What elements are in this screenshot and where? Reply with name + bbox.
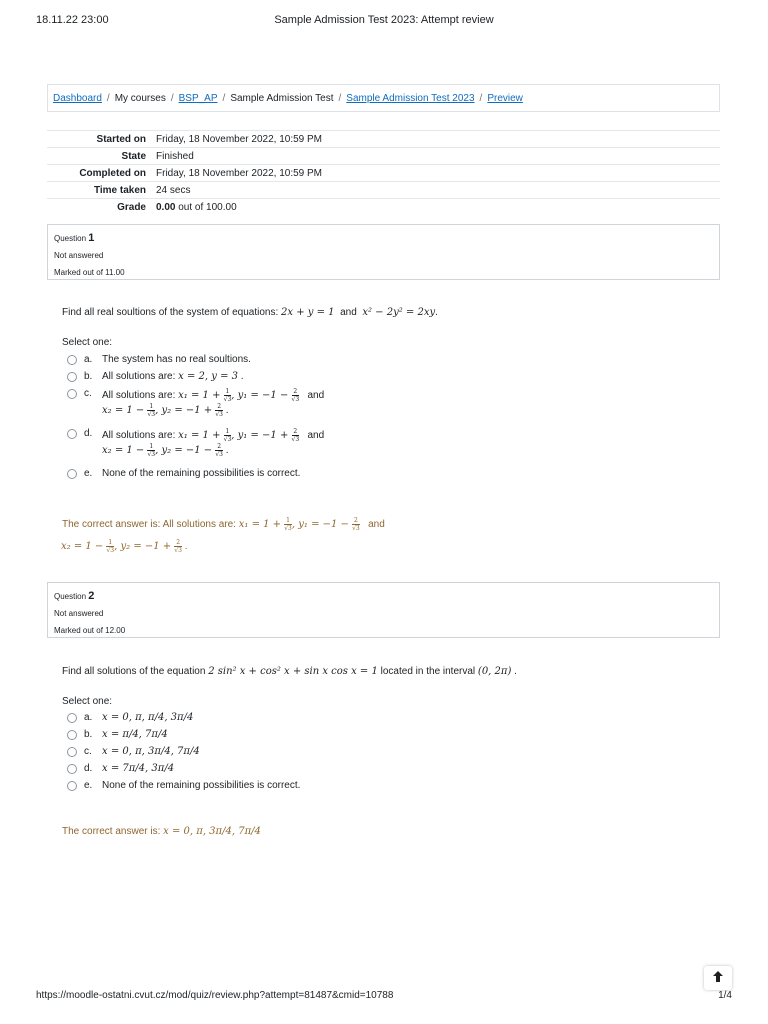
answer-text: All solutions are: x₁ = 1 + $\frac{1}{√3}$ , y₁ = −1 + $\frac{2}{√3}$ and x₂ = 1 − $\frac{1}{√3}$ , y₂ = −1 − $\frac{2}{√3}$ . [102, 428, 325, 458]
question-text-prefix: Find all real soultions of the system of equations: [62, 307, 282, 318]
radio-button[interactable] [67, 429, 77, 439]
and-text: and [307, 390, 325, 401]
question-2-text: Find all solutions of the equation 2 sin² x + cos² x + sin x cos x = 1 located in the interval (0, 2π) . [62, 666, 517, 677]
radio-button[interactable] [67, 372, 77, 382]
question-label: Question [54, 234, 87, 243]
answer-option-a[interactable] [67, 354, 324, 371]
answer-option-b[interactable] [67, 371, 324, 388]
answer-option-e[interactable] [67, 780, 300, 797]
question-state: Not answered [54, 251, 104, 260]
question-text-prefix: Find all solutions of the equation [62, 666, 209, 677]
question-1-text: Find all real soultions of the system of equations: 2x + y = 1 and x² − 2y² = 2xy. [62, 307, 438, 318]
question-state: Not answered [54, 609, 104, 618]
radio-button[interactable] [67, 469, 77, 479]
attempt-summary-table [47, 130, 720, 215]
summary-label: Grade [47, 199, 151, 216]
summary-value [151, 199, 720, 216]
radio-button[interactable] [67, 355, 77, 365]
equation-2: x² − 2y² = 2xy [362, 307, 436, 318]
answer-text-prefix: All solutions are: [102, 390, 179, 401]
summary-label: State [47, 148, 151, 165]
radio-button[interactable] [67, 781, 77, 791]
breadcrumb-dashboard[interactable]: Dashboard [53, 93, 102, 104]
answer-letter: b. [84, 371, 93, 382]
answer-math: x = 7π/4, 3π/4 [102, 763, 175, 774]
summary-value: Friday, 18 November 2022, 10:59 PM [151, 131, 720, 148]
summary-value: Finished [151, 148, 720, 165]
summary-row [47, 182, 720, 199]
answer-math: x = 0, π, 3π/4, 7π/4 [102, 746, 200, 757]
correct-math-line2: x₂ = 1 − $\frac{1}{√3}$ , y₂ = −1 + $\frac{2}{√3}$ [61, 539, 182, 554]
select-one-label: Select one: [62, 337, 113, 348]
answer-letter: e. [84, 468, 93, 479]
summary-row [47, 199, 720, 216]
question-marks: Marked out of 11.00 [54, 268, 125, 277]
answer-option-e[interactable] [67, 468, 324, 485]
question-2-answers [67, 712, 300, 797]
answer-text: The system has no real soultions. [102, 354, 251, 365]
question-2-correct-answer [62, 826, 261, 837]
print-footer [36, 990, 732, 1004]
equation-1: 2x + y = 1 [281, 307, 335, 318]
page-url: https://moodle-ostatni.cvut.cz/mod/quiz/review.php?attempt=81487&cmid=10788 [36, 990, 394, 1001]
equation: 2 sin² x + cos² x + sin x cos x = 1 [208, 666, 378, 677]
summary-label: Time taken [47, 182, 151, 199]
question-marks: Marked out of 12.00 [54, 626, 126, 635]
print-header [36, 14, 732, 30]
answer-option-c[interactable] [67, 388, 324, 428]
print-title: Sample Admission Test 2023: Attempt review [274, 14, 494, 26]
answer-option-c[interactable] [67, 746, 300, 763]
correct-answer-prefix: The correct answer is: All solutions are: [62, 519, 239, 530]
answer-math: x = π/4, 7π/4 [102, 729, 168, 740]
radio-button[interactable] [67, 713, 77, 723]
answer-option-a[interactable] [67, 712, 300, 729]
breadcrumb-course[interactable]: BSP_AP [178, 93, 218, 104]
answer-math-line2: x₂ = 1 − $\frac{1}{√3}$ , y₂ = −1 − $\frac{2}{√3}$ [102, 443, 223, 458]
answer-letter: d. [84, 763, 93, 774]
question-number: 2 [88, 590, 95, 602]
answer-text: All solutions are: x = 2, y = 3 . [102, 371, 244, 382]
select-one-label: Select one: [62, 696, 113, 707]
summary-row [47, 165, 720, 182]
breadcrumb-section: Sample Admission Test [230, 93, 334, 104]
summary-row [47, 131, 720, 148]
arrow-up-icon [713, 971, 723, 985]
answer-text-prefix: All solutions are: [102, 430, 179, 441]
breadcrumb-quiz[interactable]: Sample Admission Test 2023 [346, 93, 475, 104]
answer-math-line1: x₁ = 1 + $\frac{1}{√3}$ , y₁ = −1 − $\frac{2}{√3}$ [178, 388, 300, 403]
radio-button[interactable] [67, 747, 77, 757]
breadcrumb-my-courses: My courses [114, 93, 166, 104]
answer-letter: a. [84, 354, 93, 365]
print-date: 18.11.22 23:00 [36, 14, 109, 26]
breadcrumb-preview[interactable]: Preview [487, 93, 523, 104]
answer-letter: b. [84, 729, 93, 740]
question-1-correct-answer: The correct answer is: All solutions are: x₁ = 1 + $\frac{1}{√3}$ , y₁ = −1 − $\frac{2}{√3}$ and x₂ = 1 − $\frac{1}{√3}$ , y₂ = −1 + $\frac{2}{√3}$ . [61, 517, 385, 554]
summary-row [47, 148, 720, 165]
answer-text: None of the remaining possibilities is correct. [102, 780, 301, 791]
answer-option-b[interactable] [67, 729, 300, 746]
question-2-info [47, 582, 720, 638]
answer-option-d[interactable] [67, 763, 300, 780]
correct-math-line1: x₁ = 1 + $\frac{1}{√3}$ , y₁ = −1 − $\frac{2}{√3}$ [238, 517, 360, 532]
and-text: and [340, 307, 357, 318]
question-text-mid: located in the interval [377, 666, 478, 677]
back-to-top-button[interactable] [704, 966, 732, 990]
answer-letter: d. [84, 428, 93, 439]
grade-out-of: out of 100.00 [175, 201, 237, 213]
answer-math-line2: x₂ = 1 − $\frac{1}{√3}$ , y₂ = −1 + $\frac{2}{√3}$ [102, 403, 223, 418]
page-number: 1/4 [718, 990, 732, 1001]
answer-letter: c. [84, 746, 92, 757]
answer-math: x = 0, π, π/4, 3π/4 [102, 712, 194, 723]
correct-math: x = 0, π, 3π/4, 7π/4 [163, 826, 261, 837]
answer-letter: c. [84, 388, 92, 399]
answer-text: None of the remaining possibilities is correct. [102, 468, 301, 479]
answer-math-line1: x₁ = 1 + $\frac{1}{√3}$ , y₁ = −1 + $\frac{2}{√3}$ [178, 428, 300, 443]
summary-value: Friday, 18 November 2022, 10:59 PM [151, 165, 720, 182]
radio-button[interactable] [67, 389, 77, 399]
question-1-answers [67, 354, 324, 485]
correct-answer-prefix: The correct answer is: [62, 826, 164, 837]
answer-letter: a. [84, 712, 93, 723]
radio-button[interactable] [67, 730, 77, 740]
summary-label: Completed on [47, 165, 151, 182]
answer-option-d[interactable] [67, 428, 324, 468]
answer-text: All solutions are: x₁ = 1 + $\frac{1}{√3}$ , y₁ = −1 − $\frac{2}{√3}$ and x₂ = 1 − $\frac{1}{√3}$ , y₂ = −1 + $\frac{2}{√3}$ . [102, 388, 325, 418]
answer-text-prefix: All solutions are: [102, 371, 179, 382]
and-text: and [368, 519, 385, 530]
question-1-info [47, 224, 720, 280]
summary-label: Started on [47, 131, 151, 148]
interval: (0, 2π) [477, 666, 512, 677]
question-label: Question [54, 592, 87, 601]
breadcrumb: Dashboard / My courses / BSP_AP / Sample Admission Test / Sample Admission Test 2023 / Preview [47, 84, 720, 112]
and-text: and [307, 430, 325, 441]
question-number: 1 [88, 232, 95, 244]
radio-button[interactable] [67, 764, 77, 774]
summary-value: 24 secs [151, 182, 720, 199]
answer-math: x = 2, y = 3 [178, 371, 238, 382]
answer-letter: e. [84, 780, 93, 791]
grade-value: 0.00 [156, 201, 176, 213]
